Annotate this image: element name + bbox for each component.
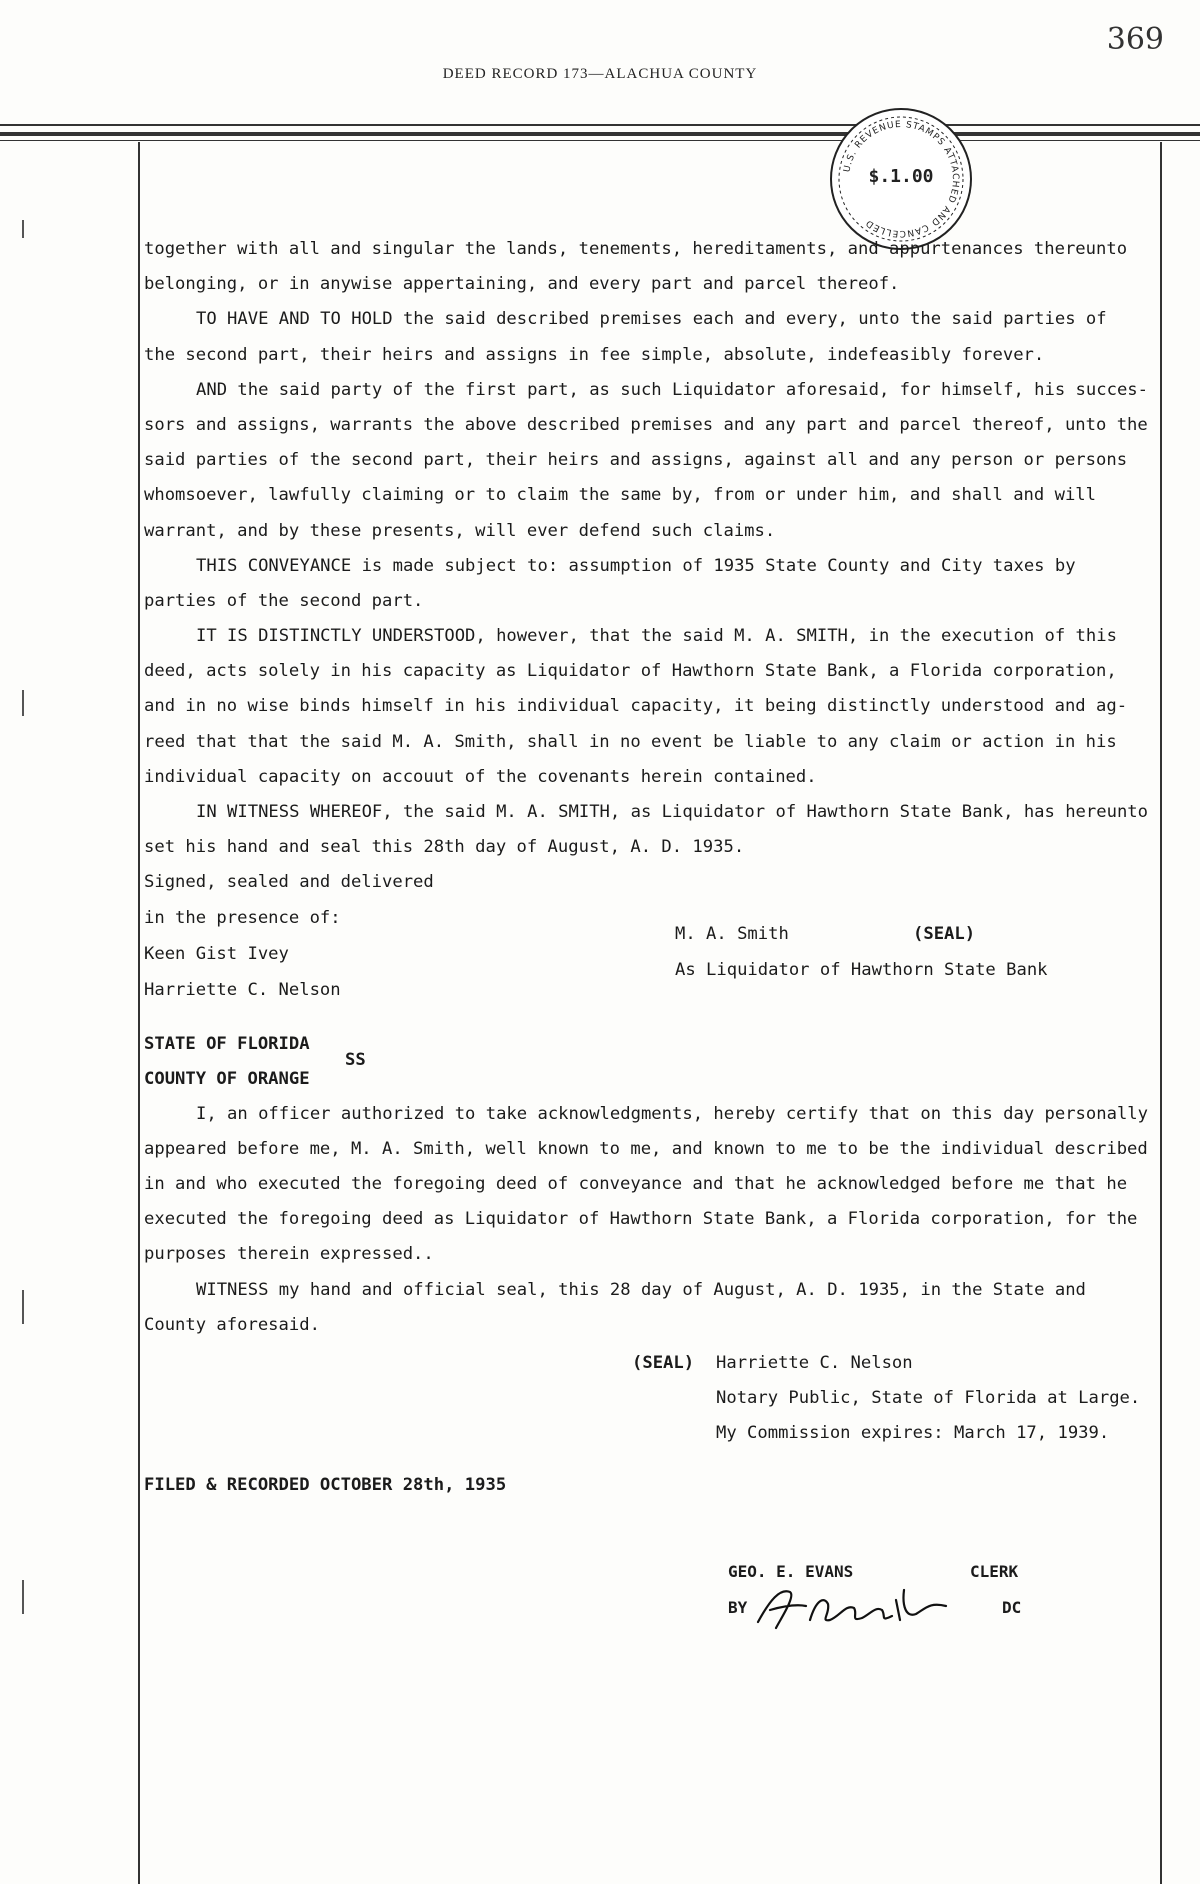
page-header-title: DEED RECORD 173—ALACHUA COUNTY <box>442 66 758 82</box>
notary-name: Harriette C. Nelson <box>716 1353 913 1373</box>
notary-commission: My Commission expires: March 17, 1939. <box>716 1423 1110 1443</box>
deed-line: belonging, or in anywise appertaining, and every part and parcel thereof. <box>144 274 900 295</box>
grantor-title: As Liquidator of Hawthorn State Bank <box>675 960 1048 980</box>
filed-recorded: FILED & RECORDED OCTOBER 28th, 1935 <box>144 1475 507 1495</box>
deed-line: parties of the second part. <box>144 590 424 611</box>
deputy-clerk: DC <box>1002 1598 1022 1617</box>
revenue-stamp <box>830 108 972 250</box>
page-number: 369 <box>1106 22 1164 57</box>
deed-line: whomsoever, lawfully claiming or to claim the same by, from or under him, and shall and will <box>144 485 1096 506</box>
notary-title: Notary Public, State of Florida at Large. <box>716 1388 1141 1408</box>
header-rule-bottom <box>0 132 1200 136</box>
signed-sealed-line: Signed, sealed and delivered <box>144 872 434 892</box>
deed-body <box>144 232 1160 865</box>
clerk-by: BY <box>728 1598 748 1617</box>
ack-line: in and who executed the foregoing deed of conveyance and that he acknowledged before me that he <box>144 1174 1128 1194</box>
margin-mark <box>22 220 24 238</box>
header-rule-thin <box>0 140 1200 141</box>
margin-mark <box>22 1580 24 1614</box>
clerk-role: CLERK <box>970 1562 1019 1581</box>
ack-line: appeared before me, M. A. Smith, well known to me, and known to me to be the individual described <box>144 1139 1148 1159</box>
ack-line: executed the foregoing deed as Liquidator of Hawthorn State Bank, a Florida corporation, for the <box>144 1209 1138 1229</box>
deed-line: IN WITNESS WHEREOF, the said M. A. SMITH, as Liquidator of Hawthorn State Bank, has hereunto <box>196 802 1148 822</box>
deed-line: sors and assigns, warrants the above described premises and any part and parcel thereof, unto the <box>144 414 1148 435</box>
grantor-seal: (SEAL) <box>913 924 976 944</box>
venue-county: COUNTY OF ORANGE <box>144 1069 310 1089</box>
deed-line: said parties of the second part, their heirs and assigns, against all and any person or persons <box>144 450 1128 471</box>
witness-name: Harriette C. Nelson <box>144 980 341 1000</box>
deed-line: the second part, their heirs and assigns in fee simple, absolute, indefeasibly forever. <box>144 344 1045 365</box>
deed-line: reed that that the said M. A. Smith, shall in no event be liable to any claim or action in his <box>144 731 1117 752</box>
ack-line: I, an officer authorized to take acknowledgments, hereby certify that on this day personally <box>196 1104 1148 1124</box>
margin-mark <box>22 690 24 716</box>
ack-line: County aforesaid. <box>144 1315 320 1335</box>
deed-line: AND the said party of the first part, as such Liquidator aforesaid, for himself, his succes- <box>196 379 1148 400</box>
header-rule-top <box>0 124 1200 126</box>
stamp-ring-text: U.S. REVENUE STAMPS ATTACHED AND CANCELLED <box>842 119 961 239</box>
deputy-signature-icon <box>750 1570 970 1640</box>
margin-mark <box>22 1290 24 1324</box>
ack-line: WITNESS my hand and official seal, this 28 day of August, A. D. 1935, in the State and <box>196 1280 1086 1300</box>
venue-ss: SS <box>345 1050 366 1070</box>
ack-line: purposes therein expressed.. <box>144 1244 434 1264</box>
clerk-name: GEO. E. EVANS <box>728 1562 854 1581</box>
deed-line: set his hand and seal this 28th day of August, A. D. 1935. <box>144 837 745 858</box>
notary-seal: (SEAL) <box>632 1353 695 1373</box>
right-frame-rule <box>1160 142 1162 1884</box>
witness-name: Keen Gist Ivey <box>144 944 289 964</box>
deed-line: TO HAVE AND TO HOLD the said described premises each and every, unto the said parties of <box>196 309 1107 330</box>
deed-line: and in no wise binds himself in his individual capacity, it being distinctly understood and ag- <box>144 696 1128 717</box>
deed-line: warrant, and by these presents, will ever defend such claims. <box>144 520 776 541</box>
deed-line: together with all and singular the lands, tenements, hereditaments, and appurtenances thereunto <box>144 239 1128 259</box>
deed-line: individual capacity on accouut of the covenants herein contained. <box>144 766 817 787</box>
venue-state: STATE OF FLORIDA <box>144 1034 310 1054</box>
deed-line: deed, acts solely in his capacity as Liquidator of Hawthorn State Bank, a Florida corporation, <box>144 661 1117 682</box>
deed-line: THIS CONVEYANCE is made subject to: assumption of 1935 State County and City taxes by <box>196 555 1076 576</box>
grantor-name: M. A. Smith <box>675 924 789 944</box>
deed-line: IT IS DISTINCTLY UNDERSTOOD, however, that the said M. A. SMITH, in the execution of this <box>196 626 1117 647</box>
stamp-amount: $.1.00 <box>868 166 934 187</box>
left-frame-rule <box>138 142 140 1884</box>
presence-line: in the presence of: <box>144 908 341 928</box>
